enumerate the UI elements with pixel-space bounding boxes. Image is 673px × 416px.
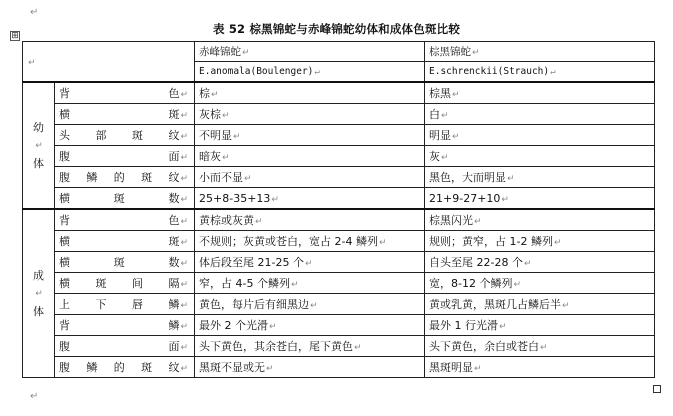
feature-cell [55, 209, 195, 231]
cell-text: 自头至尾 22-28 个 [429, 256, 523, 269]
feature-char: 斑 [95, 277, 107, 290]
feature-label [59, 85, 194, 101]
feature-char: 斑 [131, 129, 143, 142]
table-title: 表 52 棕黑锦蛇与赤峰锦蛇幼体和成体色斑比较 [212, 22, 461, 36]
table-row [23, 336, 655, 357]
feature-char: 背 [59, 87, 70, 100]
feature-char: 腹 [59, 340, 70, 353]
cell-text: 规则；黄窄，占 1-2 鳞列 [429, 235, 553, 248]
cell-text: 不明显 [199, 129, 233, 142]
paragraph-mark: ↵ [562, 301, 570, 311]
cell-text: 明显 [429, 129, 452, 142]
species-a-value [195, 146, 425, 167]
feature-char: 横 [59, 108, 70, 121]
feature-char: 鳞↵ [168, 319, 189, 332]
species-b-value [425, 357, 655, 378]
table-row [23, 209, 655, 231]
species-a-value [195, 125, 425, 146]
feature-char: 纹↵ [168, 171, 188, 184]
feature-label [59, 212, 194, 228]
cell-text: 25+8-35+13 [199, 191, 271, 205]
cell-text: 黑斑不显或无 [199, 361, 266, 374]
paragraph-mark: ↵ [354, 343, 362, 353]
cell-text: 棕黑 [429, 87, 452, 100]
table-row [23, 273, 655, 294]
feature-char: 斑↵ [168, 235, 189, 248]
header-species-b-latin [425, 62, 655, 83]
cell-text: 灰棕 [199, 108, 222, 121]
paragraph-mark: ↵ [452, 90, 460, 100]
feature-char: 横 [59, 256, 70, 269]
cell-text: 黄棕或灰黄 [199, 214, 255, 227]
species-a-value [195, 273, 425, 294]
feature-char: 腹 [59, 171, 70, 184]
species-b-value [425, 125, 655, 146]
paragraph-mark: ↵ [233, 132, 241, 142]
feature-char: 面↵ [168, 340, 189, 353]
cell-text: 白 [429, 108, 441, 121]
paragraph-mark: ↵ [180, 174, 188, 184]
table-row [23, 357, 655, 378]
cell-text: 宽，8-12 个鳞列 [429, 277, 513, 290]
header-row-name [23, 42, 655, 62]
feature-char: 腹 [59, 150, 70, 163]
paragraph-mark: ↵ [452, 132, 460, 142]
paragraph-mark: ↵ [441, 111, 449, 121]
paragraph-mark: ↵ [553, 238, 562, 248]
paragraph-mark: ↵ [314, 67, 320, 77]
feature-cell [55, 357, 195, 378]
species-b-value [425, 294, 655, 315]
feature-label [59, 254, 194, 270]
table-row [23, 146, 655, 167]
paragraph-mark: ↵ [441, 153, 449, 163]
paragraph-mark: ↵ [180, 195, 189, 205]
cell-text: 最外 1 行光滑 [429, 319, 499, 332]
feature-char: 色↵ [168, 214, 189, 227]
species-b-value [425, 188, 655, 210]
feature-char: 下 [95, 298, 107, 311]
paragraph-mark: ↵ [180, 343, 189, 353]
feature-char: 面↵ [168, 150, 189, 163]
table-row [23, 252, 655, 273]
feature-char: 斑 [141, 361, 153, 374]
feature-char: 鳞 [86, 171, 98, 184]
paragraph-mark: ↵ [180, 301, 188, 311]
header-species-a [195, 42, 425, 62]
paragraph-mark: ↵ [513, 280, 522, 290]
paragraph-mark: ↵ [271, 194, 279, 205]
feature-cell [55, 146, 195, 167]
paragraph-mark: ↵ [180, 111, 189, 121]
paragraph-mark: ↵ [523, 259, 532, 269]
paragraph-mark: ↵ [269, 322, 277, 332]
feature-char: 数↵ [168, 256, 189, 269]
species-a-value [195, 209, 425, 231]
table-move-handle-icon[interactable]: ⊞ [11, 31, 19, 41]
feature-cell [55, 125, 195, 146]
paragraph-mark: ↵ [28, 57, 36, 68]
species-a-value [195, 82, 425, 104]
species-b-value [425, 315, 655, 336]
feature-label [59, 148, 194, 164]
feature-cell [55, 82, 195, 104]
cell-text: 暗灰 [199, 150, 222, 163]
paragraph-mark: ↵ [266, 364, 274, 374]
paragraph-mark: ↵ [378, 238, 387, 248]
species-b-value [425, 82, 655, 104]
feature-char: 横 [59, 235, 70, 248]
species-b-value [425, 252, 655, 273]
feature-label [59, 190, 194, 206]
paragraph-mark: ↵ [180, 217, 189, 227]
paragraph-mark: ↵ [501, 194, 509, 205]
species-b-latin: E.schrenckii(Strauch) [429, 66, 550, 77]
feature-char: 纹↵ [168, 361, 188, 374]
cell-text: 21+9-27+10 [429, 191, 501, 205]
paragraph-mark: ↵ [180, 132, 188, 142]
species-b-value [425, 167, 655, 188]
group-label-char: 体 [33, 156, 44, 170]
header-species-a-latin [195, 62, 425, 83]
species-a-value [195, 104, 425, 125]
paragraph-mark: ↵ [222, 153, 230, 163]
feature-cell [55, 294, 195, 315]
paragraph-mark: ↵ [211, 90, 219, 100]
cell-text: 黑色，大而明显 [429, 171, 507, 184]
paragraph-mark-top: ↵ [30, 7, 39, 18]
paragraph-mark: ↵ [499, 322, 507, 332]
feature-cell [55, 188, 195, 210]
feature-label [59, 169, 194, 185]
cell-text: 体后段至尾 21-25 个 [199, 256, 304, 269]
corner-cell [23, 42, 195, 83]
paragraph-mark: ↵ [550, 67, 556, 77]
feature-cell [55, 252, 195, 273]
paragraph-mark: ↵ [180, 153, 189, 163]
feature-char: 部 [95, 129, 107, 142]
species-a-value [195, 315, 425, 336]
feature-label [59, 106, 194, 122]
cell-text: 黄或乳黄，黑斑几占鳞后半 [429, 298, 562, 311]
paragraph-mark: ↵ [222, 111, 230, 121]
feature-char: 背 [59, 319, 70, 332]
paragraph-mark: ↵ [540, 343, 548, 353]
species-b-value [425, 146, 655, 167]
species-a-value [195, 294, 425, 315]
cell-text: 不规则；灰黄或苍白，宽占 2-4 鳞列 [199, 235, 378, 248]
feature-char: 隔↵ [168, 277, 188, 290]
paragraph-mark: ↵ [507, 174, 515, 184]
cell-text: 灰 [429, 150, 441, 163]
paragraph-mark: ↵ [180, 259, 189, 269]
paragraph-mark: ↵ [35, 140, 43, 151]
species-b-value [425, 209, 655, 231]
cell-text: 棕黑闪光 [429, 214, 474, 227]
feature-char: 斑 [141, 171, 153, 184]
species-a-value [195, 167, 425, 188]
species-b-value [425, 104, 655, 125]
feature-char: 数↵ [168, 192, 189, 205]
paragraph-mark: ↵ [310, 301, 318, 311]
table-row [23, 294, 655, 315]
table-row [23, 167, 655, 188]
paragraph-mark: ↵ [474, 217, 482, 227]
species-a-value [195, 357, 425, 378]
species-a-value [195, 252, 425, 273]
cell-text: 窄，占 4-5 个鳞列 [199, 277, 290, 290]
table-row [23, 231, 655, 252]
paragraph-mark: ↵ [35, 288, 43, 299]
feature-cell [55, 167, 195, 188]
feature-char: 间 [131, 277, 143, 290]
paragraph-mark: ↵ [474, 364, 482, 374]
paragraph-mark: ↵ [255, 217, 263, 227]
feature-char: 腹 [59, 361, 70, 374]
paragraph-mark: ↵ [242, 48, 250, 58]
feature-char: 头 [59, 129, 70, 142]
feature-cell [55, 104, 195, 125]
feature-label [59, 127, 194, 143]
feature-label [59, 338, 194, 354]
species-a-latin: E.anomala(Boulenger) [199, 66, 314, 77]
paragraph-mark: ↵ [472, 48, 480, 58]
feature-char: 斑↵ [168, 108, 189, 121]
paragraph-mark: ↵ [244, 174, 252, 184]
table-row [23, 82, 655, 104]
group-label-cell [23, 82, 55, 209]
feature-char: 横 [59, 192, 70, 205]
feature-char: 斑 [113, 192, 125, 205]
species-b-value [425, 273, 655, 294]
group-label-char: 体 [33, 304, 44, 318]
feature-label [59, 296, 194, 312]
feature-char: 上 [59, 298, 70, 311]
cell-text: 棕 [199, 87, 211, 100]
species-b-name: 棕黑锦蛇 [429, 46, 472, 58]
cell-text: 头下黄色，余白或苍白 [429, 340, 540, 353]
species-a-value [195, 336, 425, 357]
feature-char: 色↵ [168, 87, 189, 100]
table-row [23, 315, 655, 336]
paragraph-mark: ↵ [180, 90, 189, 100]
table-row [23, 188, 655, 210]
paragraph-mark: ↵ [290, 280, 299, 290]
paragraph-mark-bottom: ↵ [30, 391, 39, 402]
species-b-value [425, 231, 655, 252]
feature-char: 的 [113, 361, 125, 374]
feature-char: 背 [59, 214, 70, 227]
species-a-value [195, 231, 425, 252]
feature-char: 横 [59, 277, 70, 290]
species-b-value [425, 336, 655, 357]
paragraph-mark: ↵ [180, 238, 189, 248]
paragraph-mark: ↵ [180, 322, 189, 332]
table-row [23, 125, 655, 146]
group-label-char: 幼 [33, 120, 44, 134]
feature-label [59, 275, 194, 291]
feature-cell [55, 336, 195, 357]
comparison-table [22, 41, 655, 378]
feature-char: 鳞↵ [168, 298, 188, 311]
header-species-b [425, 42, 655, 62]
cell-text: 最外 2 个光滑 [199, 319, 269, 332]
feature-cell [55, 231, 195, 252]
feature-cell [55, 315, 195, 336]
group-label-char: 成 [33, 268, 44, 282]
paragraph-mark: ↵ [180, 364, 188, 374]
feature-cell [55, 273, 195, 294]
table-resize-handle[interactable] [653, 385, 661, 393]
feature-label [59, 317, 194, 333]
paragraph-mark: ↵ [180, 280, 188, 290]
cell-text: 黑斑明显 [429, 361, 474, 374]
cell-text: 黄色，每片后有细黑边 [199, 298, 310, 311]
cell-text: 小而不显 [199, 171, 244, 184]
feature-char: 唇 [131, 298, 143, 311]
cell-text: 头下黄色，其余苍白，尾下黄色 [199, 340, 354, 353]
feature-char: 斑 [113, 256, 125, 269]
feature-char: 鳞 [86, 361, 98, 374]
table-row [23, 104, 655, 125]
feature-char: 的 [113, 171, 125, 184]
paragraph-mark: ↵ [304, 259, 313, 269]
feature-char: 纹↵ [168, 129, 188, 142]
species-a-name: 赤峰锦蛇 [199, 46, 242, 58]
species-a-value [195, 188, 425, 210]
feature-label [59, 233, 194, 249]
group-label-cell [23, 209, 55, 378]
feature-label [59, 359, 194, 375]
